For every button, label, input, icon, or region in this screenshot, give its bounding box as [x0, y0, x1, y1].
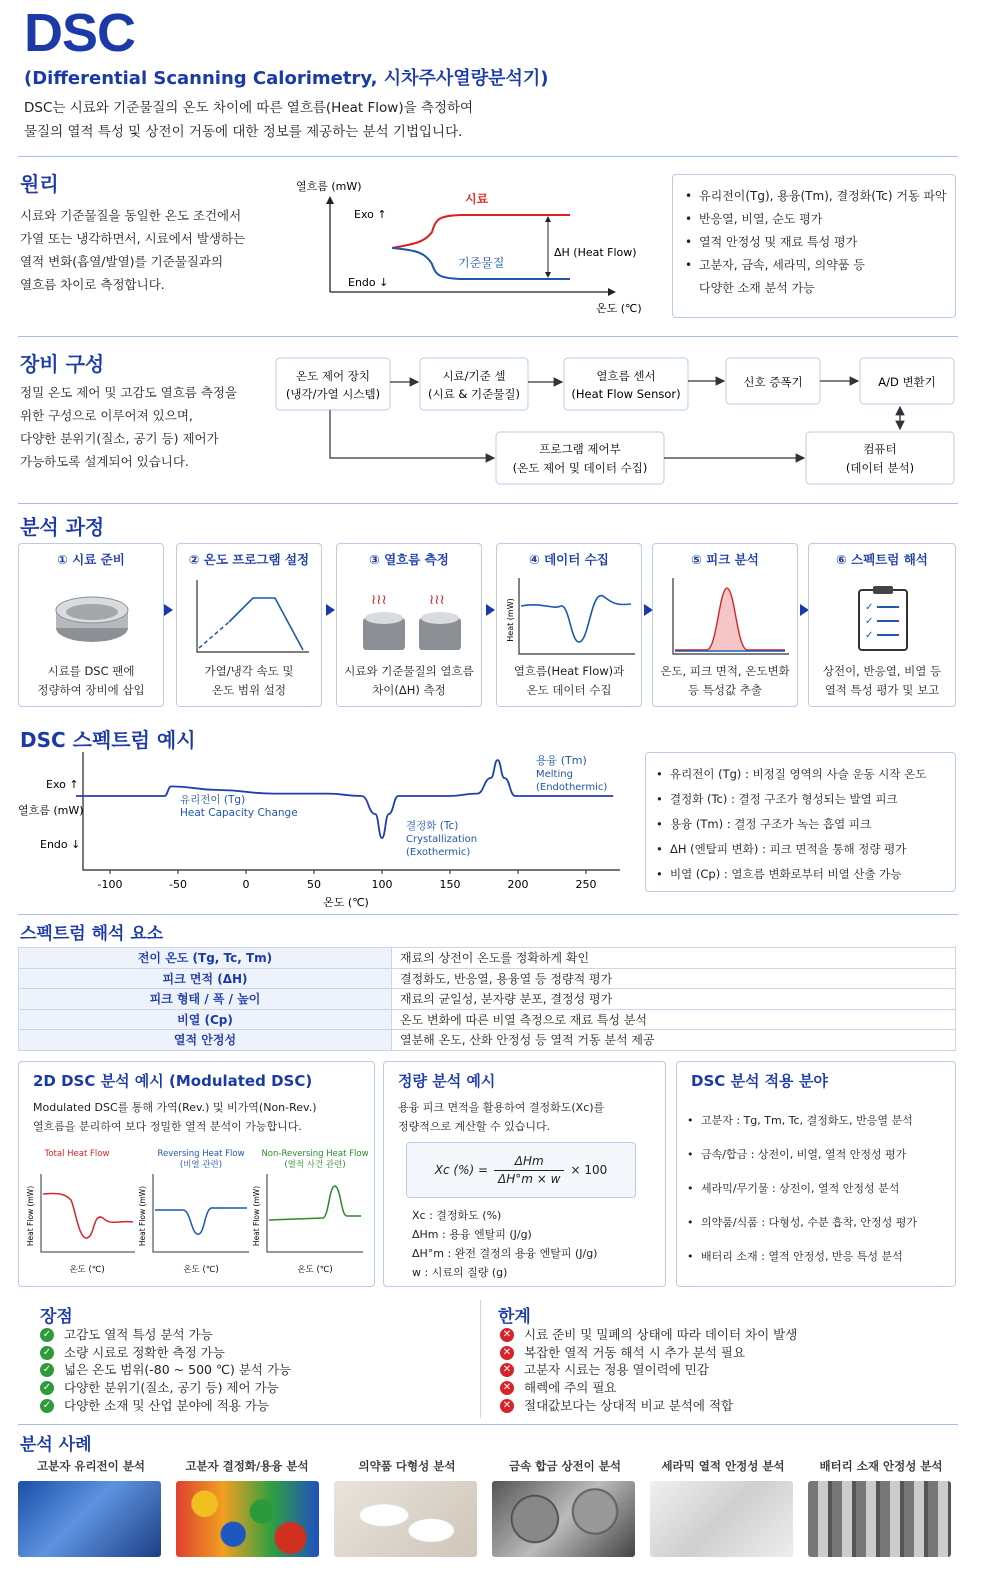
svg-text:열흐름 센서: 열흐름 센서: [596, 369, 656, 383]
field-item: • 금속/합금 : 상전이, 비열, 열적 안정성 평가: [683, 1138, 917, 1172]
tc-label: 결정화 (Tc): [406, 820, 459, 832]
tm-sublabel: Melting: [536, 769, 573, 780]
x-ticks: [98, 870, 597, 891]
field-item: • 세라믹/무기물 : 상전이, 열적 안정성 분석: [683, 1172, 917, 1206]
spectrum-curve: [76, 760, 613, 838]
endo-label: Endo ↓: [40, 838, 81, 851]
box-temp-control: [276, 358, 390, 410]
arrow-icon: [164, 604, 173, 616]
principle-graph: [290, 172, 650, 322]
con-item: ✕ 절대값보다는 상대적 비교 분석에 적합: [500, 1397, 797, 1415]
summary-item: • 고분자, 금속, 세라믹, 의약품 등: [681, 254, 947, 277]
clipboard-icon: [853, 584, 913, 654]
svg-text:(Heat Flow Sensor): (Heat Flow Sensor): [571, 387, 681, 401]
case-caption: 고분자 유리전이 분석: [37, 1459, 145, 1473]
mdsc-heading: 2D DSC 분석 예시 (Modulated DSC): [33, 1072, 313, 1090]
summary-item: • 반응열, 비열, 순도 평가: [681, 208, 947, 231]
tc-sublabel2: (Exothermic): [406, 847, 471, 858]
table-row: 피크 형태 / 폭 / 높이 재료의 균일성, 분자량 분포, 결정성 평가: [19, 989, 956, 1010]
field-item: • 배터리 소재 : 열적 안정성, 반응 특성 분석: [683, 1240, 917, 1274]
exo-label: Exo ↑: [354, 208, 387, 221]
equipment-heading: 장비 구성: [20, 352, 105, 376]
svg-text:Heat Flow (mW): Heat Flow (mW): [138, 1185, 147, 1247]
note-item: • ΔH (엔탈피 변화) : 피크 면적을 통해 정량 평가: [652, 837, 949, 862]
quant-box: [383, 1061, 666, 1287]
metal-gears-image: [492, 1481, 635, 1557]
polymer-pipe-image: [18, 1481, 161, 1557]
arrow-icon: [326, 604, 335, 616]
interp-table: [18, 947, 956, 1051]
svg-text:신호 증폭기: 신호 증폭기: [743, 375, 803, 389]
equipment-diagram: [270, 352, 960, 492]
note-item: • 비열 (Cp) : 열흐름 변화로부터 비열 산출 가능: [652, 862, 949, 887]
delta-arrow-up: [545, 216, 551, 222]
summary-item: • 유리전이(Tg), 용융(Tm), 결정화(Tc) 거동 파악: [681, 185, 947, 208]
x-tick-label: -50: [169, 878, 187, 891]
x-tick-label: 150: [439, 878, 461, 891]
svg-text:≀≀≀: ≀≀≀: [429, 592, 445, 608]
battery-cells-image: [808, 1481, 951, 1557]
table-row: 열적 안정성 열분해 온도, 산화 안정성 등 열적 거동 분석 제공: [19, 1030, 956, 1051]
divider: [18, 503, 958, 504]
step-card-4: ④ 데이터 수집 Heat (mW) 열흐름(Heat Flow)과 온도 데이터 수집: [496, 543, 642, 707]
svg-text:(비열 관련): (비열 관련): [179, 1160, 223, 1170]
svg-text:(냉각/가열 시스템): (냉각/가열 시스템): [285, 387, 381, 401]
page-title: DSC: [24, 3, 136, 63]
pros-list: [40, 1326, 291, 1415]
pro-item: ✓ 고감도 열적 특성 분석 가능: [40, 1326, 291, 1344]
delta-label: ΔH (Heat Flow): [554, 246, 637, 259]
ceramic-cubes-image: [650, 1481, 793, 1557]
table-row: 비열 (Cp) 온도 변화에 따른 비열 측정으로 재료 특성 분석: [19, 1009, 956, 1030]
svg-text:≀≀≀: ≀≀≀: [371, 592, 387, 608]
step-card-1: ① 시료 준비 시료를 DSC 팬에 정량하여 장비에 삽입: [18, 543, 164, 707]
interp-heading: 스펙트럼 해석 요소: [20, 924, 164, 944]
x-tick-label: 50: [307, 878, 321, 891]
mdsc-text: Modulated DSC를 통해 가역(Rev.) 및 비가역(Non-Rev.) 열흐름을 분리하여 보다 정밀한 열적 분석이 가능합니다.: [33, 1101, 317, 1133]
case-caption: 의약품 다형성 분석: [358, 1459, 456, 1473]
pros-heading: 장점: [40, 1307, 73, 1327]
pro-item: ✓ 소량 시료로 정확한 측정 가능: [40, 1344, 291, 1362]
note-item: • 용융 (Tm) : 결정 구조가 녹는 흡열 피크: [652, 812, 949, 837]
box-computer: [806, 432, 954, 484]
graph-xlabel: 온도 (℃): [596, 302, 642, 315]
con-item: ✕ 복잡한 열적 거동 해석 시 추가 분석 필요: [500, 1344, 797, 1362]
pro-item: ✓ 다양한 소재 및 산업 분야에 적용 가능: [40, 1397, 291, 1415]
svg-text:(열적 사건 관련): (열적 사건 관련): [284, 1160, 346, 1170]
x-tick-label: 100: [371, 878, 393, 891]
cons-heading: 한계: [498, 1307, 531, 1327]
quant-heading: 정량 분석 예시: [398, 1072, 496, 1090]
svg-text:온도 (℃): 온도 (℃): [183, 1265, 219, 1275]
spectrum-notes-box: [645, 752, 956, 892]
arrow-icon: [486, 604, 495, 616]
case-caption: 배터리 소재 안정성 분석: [819, 1459, 943, 1473]
equipment-text: 정밀 온도 제어 및 고감도 열흐름 측정을 위한 구성으로 이루어져 있으며, 다양한 분위기(질소, 공기 등) 제어가 가능하도록 설계되어 있습니다.: [20, 385, 238, 469]
case-caption: 세라믹 열적 안정성 분석: [661, 1459, 785, 1473]
x-arrow: [608, 288, 616, 296]
x-tick-label: 250: [575, 878, 597, 891]
cons-list: [500, 1326, 797, 1415]
step-card-2: ② 온도 프로그램 설정 가열/냉각 속도 및 온도 범위 설정: [176, 543, 322, 707]
svg-text:Total Heat Flow: Total Heat Flow: [44, 1149, 110, 1159]
svg-text:Non-Reversing Heat Flow: Non-Reversing Heat Flow: [261, 1149, 369, 1159]
field-item: • 고분자 : Tg, Tm, Tc, 결정화도, 반응열 분석: [683, 1104, 917, 1138]
intro-text: DSC는 시료와 기준물질의 온도 차이에 따른 열흐름(Heat Flow)을 측정하여 물질의 열적 특성 및 상전이 거동에 대한 정보를 제공하는 분석 기법입니다.: [24, 100, 474, 140]
tc-sublabel: Crystallization: [406, 834, 478, 845]
box-program: [496, 432, 664, 484]
table-row: 피크 면적 (ΔH) 결정화도, 반응열, 용융열 등 정량적 평가: [19, 968, 956, 989]
svg-text:Reversing Heat Flow: Reversing Heat Flow: [157, 1149, 245, 1159]
page-subtitle: (Differential Scanning Calorimetry, 시차주사열량분석기): [24, 68, 549, 89]
endo-label: Endo ↓: [348, 276, 389, 289]
variable-legend: Xc : 결정화도 (%) ΔHm : 용융 엔탈피 (J/g) ΔH°m : 완전 결정의 용융 엔탈피 (J/g) w : 시료의 질량 (g): [412, 1209, 598, 1279]
case-caption: 고분자 결정화/용융 분석: [185, 1459, 309, 1473]
delta-arrow-down: [545, 272, 551, 278]
svg-text:시료/기준 셀: 시료/기준 셀: [442, 369, 506, 383]
divider: [18, 336, 958, 337]
table-row: 전이 온도 (Tg, Tc, Tm) 재료의 상전이 온도를 정확하게 확인: [19, 948, 956, 969]
principle-text: 시료와 기준물질을 동일한 온도 조건에서 가열 또는 냉각하면서, 시료에서 발생하는 열적 변화(흡열/발열)를 기준물질과의 열흐름 차이로 측정합니다.: [20, 208, 246, 292]
step-card-5: ⑤ 피크 분석 온도, 피크 면적, 온도변화 등 특성값 추출: [652, 543, 798, 707]
svg-text:Heat (mW): Heat (mW): [506, 598, 515, 642]
x-tick-label: -100: [97, 878, 123, 891]
exo-label: Exo ↑: [46, 778, 79, 791]
svg-text:온도 (℃): 온도 (℃): [69, 1265, 105, 1275]
x-tick-label: 200: [507, 878, 529, 891]
sample-curve: [392, 215, 570, 248]
y-arrow: [326, 196, 334, 204]
divider: [18, 156, 958, 157]
con-item: ✕ 시료 준비 및 밀폐의 상태에 따라 데이터 차이 발생: [500, 1326, 797, 1344]
graph-ylabel: 열흐름 (mW): [296, 180, 362, 193]
svg-text:Heat Flow (mW): Heat Flow (mW): [252, 1185, 261, 1247]
tg-label: 유리전이 (Tg): [180, 794, 246, 806]
temp-program-graph: [191, 578, 311, 656]
divider: [18, 1424, 958, 1425]
pro-item: ✓ 넓은 온도 범위(-80 ~ 500 ℃) 분석 가능: [40, 1361, 291, 1379]
note-item: • 결정화 (Tc) : 결정 구조가 형성되는 발열 피크: [652, 787, 949, 812]
divider: [18, 914, 958, 915]
dsc-spectrum-chart: [0, 748, 640, 914]
svg-text:✓: ✓: [865, 602, 874, 613]
tm-label: 용융 (Tm): [536, 754, 587, 767]
ylabel: 열흐름 (mW): [18, 804, 84, 817]
principle-summary-box: [672, 174, 956, 318]
polymer-pellets-image: [176, 1481, 319, 1557]
mdsc-graphs: [23, 1144, 373, 1284]
quant-text: 용융 피크 면적을 활용하여 결정화도(Xc)를 정량적으로 계산할 수 있습니다.: [398, 1101, 605, 1133]
svg-text:✓: ✓: [865, 616, 874, 627]
fields-box: [676, 1061, 956, 1287]
peak-graph: [667, 576, 791, 658]
pan-icon: [49, 588, 135, 652]
step-card-3: ③ 열흐름 측정 ≀≀≀ ≀≀≀ 시료와 기준물질의 열흐름 차이(ΔH) 측정: [336, 543, 482, 707]
tm-sublabel2: (Endothermic): [536, 782, 608, 793]
box-sensor: [564, 358, 688, 410]
step-card-6: ⑥ 스펙트럼 해석 ✓ ✓ ✓ 상전이, 반응열, 비열 등 열적 특성 평가 및 보고: [808, 543, 956, 707]
heating-cells-icon: [357, 588, 467, 658]
case-caption: 금속 합금 상전이 분석: [509, 1459, 621, 1473]
divider: [480, 1300, 481, 1418]
summary-item-cont: 다양한 소재 분석 가능: [699, 281, 815, 295]
svg-text:✓: ✓: [865, 630, 874, 641]
cases-heading: 분석 사례: [20, 1435, 92, 1455]
note-item: • 유리전이 (Tg) : 비정질 영역의 사슬 운동 시작 온도: [652, 762, 949, 787]
x-tick-label: 0: [242, 878, 250, 891]
svg-text:온도 (℃): 온도 (℃): [297, 1265, 333, 1275]
con-item: ✕ 고분자 시료는 정용 열이력에 민감: [500, 1361, 797, 1379]
box-cell: [420, 358, 528, 410]
pro-item: ✓ 다양한 분위기(질소, 공기 등) 제어 가능: [40, 1379, 291, 1397]
data-graph: [503, 576, 637, 658]
summary-item: • 열적 안정성 및 재료 특성 평가: [681, 231, 947, 254]
mdsc-box: [18, 1061, 375, 1287]
xlabel: 온도 (℃): [323, 896, 369, 909]
con-item: ✕ 해렉에 주의 필요: [500, 1379, 797, 1397]
svg-text:(시료 & 기준물질): (시료 & 기준물질): [428, 387, 520, 401]
pharma-tablets-image: [334, 1481, 477, 1557]
fields-heading: DSC 분석 적용 분야: [691, 1072, 828, 1090]
crystallinity-equation: Xc (%) = ΔHm ΔH°m × w × 100: [406, 1142, 636, 1198]
spectrum-heading: DSC 스펙트럼 예시: [20, 728, 196, 752]
svg-text:컴퓨터: 컴퓨터: [863, 442, 897, 456]
svg-text:(온도 제어 및 데이터 수집): (온도 제어 및 데이터 수집): [512, 461, 648, 475]
svg-text:A/D 변환기: A/D 변환기: [878, 375, 936, 389]
tg-sublabel: Heat Capacity Change: [180, 807, 298, 819]
svg-text:(데이터 분석): (데이터 분석): [845, 461, 915, 475]
principle-heading: 원리: [20, 172, 59, 196]
svg-text:프로그램 제어부: 프로그램 제어부: [539, 442, 621, 456]
svg-text:온도 제어 장치: 온도 제어 장치: [296, 369, 370, 383]
process-heading: 분석 과정: [20, 515, 105, 539]
sample-label: 시료: [465, 192, 489, 206]
field-item: • 의약품/식품 : 다형성, 수분 흡착, 안정성 평가: [683, 1206, 917, 1240]
svg-text:Heat Flow (mW): Heat Flow (mW): [26, 1185, 35, 1247]
reference-label: 기준물질: [458, 256, 505, 270]
